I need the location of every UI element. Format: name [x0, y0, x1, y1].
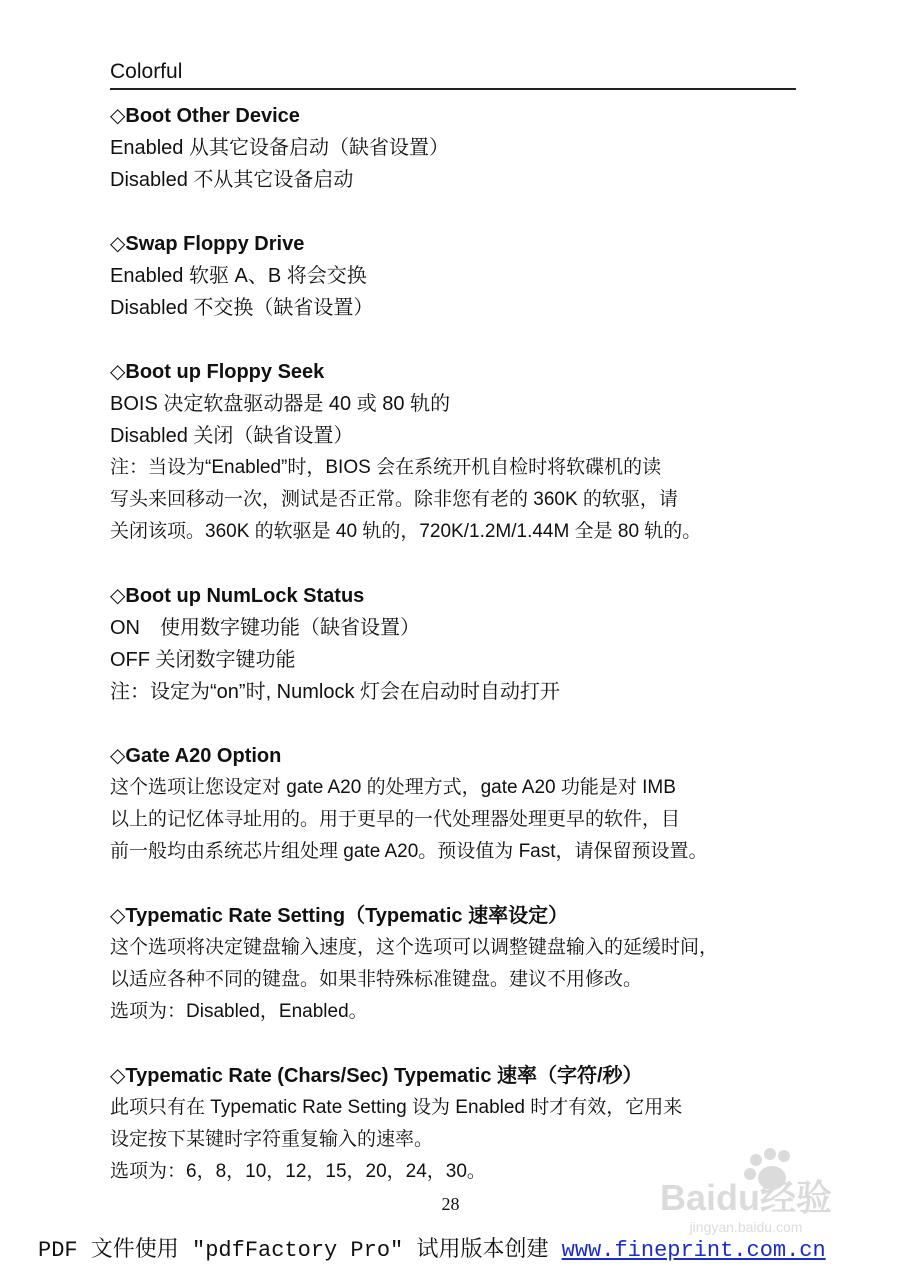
section-typematic-rate-setting	[110, 900, 796, 1028]
section-line: 前一般均由系统芯片组处理 gate A20。预设值为 Fast，请保留预设置。	[110, 841, 708, 862]
diamond-icon: ◇	[110, 585, 126, 607]
section-heading: ◇Boot up Floppy Seek	[110, 361, 325, 383]
section-boot-up-numlock-status	[110, 580, 796, 708]
section-line: BOIS 决定软盘驱动器是 40 或 80 轨的	[110, 393, 451, 415]
watermark-brand: Baidu经验	[659, 1177, 833, 1218]
section-line: 这个选项让您设定对 gate A20 的处理方式，gate A20 功能是对 IMB	[110, 777, 676, 798]
section-line: ON 使用数字键功能（缺省设置）	[110, 617, 420, 639]
section-line: Disabled 关闭（缺省设置）	[110, 425, 354, 447]
fineprint-link[interactable]: www.fineprint.com.cn	[561, 1238, 826, 1263]
section-line: 选项为：6，8，10，12，15，20，24，30。	[110, 1161, 486, 1182]
section-line: 此项只有在 Typematic Rate Setting 设为 Enabled 时才有效，它用来	[110, 1097, 683, 1118]
section-line: 以适应各种不同的键盘。如果非特殊标准键盘。建议不用修改。	[110, 969, 643, 990]
section-boot-other-device	[110, 100, 796, 196]
diamond-icon: ◇	[110, 105, 126, 127]
diamond-icon: ◇	[110, 905, 126, 927]
section-heading: ◇Boot up NumLock Status	[110, 585, 365, 607]
section-heading: ◇Typematic Rate Setting（Typematic 速率设定）	[110, 905, 569, 927]
watermark-url: jingyan.baidu.com	[689, 1219, 803, 1235]
section-boot-up-floppy-seek	[110, 356, 796, 548]
section-line: 关闭该项。360K 的软驱是 40 轨的，720K/1.2M/1.44M 全是 80 轨的。	[110, 521, 702, 542]
section-line: Disabled 不交换（缺省设置）	[110, 297, 374, 319]
section-line: Enabled 从其它设备启动（缺省设置）	[110, 137, 449, 159]
section-line: 注：设定为“on”时, Numlock 灯会在启动时自动打开	[110, 681, 561, 703]
header-title: Colorful	[110, 60, 183, 83]
section-line: 设定按下某键时字符重复输入的速率。	[110, 1129, 434, 1150]
diamond-icon: ◇	[110, 745, 126, 767]
diamond-icon: ◇	[110, 233, 126, 255]
diamond-icon: ◇	[110, 1065, 126, 1087]
diamond-icon: ◇	[110, 361, 126, 383]
page-header	[110, 58, 796, 90]
section-line: OFF 关闭数字键功能	[110, 649, 296, 671]
section-swap-floppy-drive	[110, 228, 796, 324]
pdf-footer	[38, 1232, 826, 1263]
section-heading: ◇Swap Floppy Drive	[110, 233, 305, 255]
document-body	[110, 100, 796, 1220]
section-line: 注：当设为“Enabled”时，BIOS 会在系统开机自检时将软碟机的读	[110, 457, 662, 478]
section-line: 写头来回移动一次，测试是否正常。除非您有老的 360K 的软驱，请	[110, 489, 678, 510]
section-heading: ◇Gate A20 Option	[110, 745, 282, 767]
section-heading: ◇Typematic Rate (Chars/Sec) Typematic 速率（字符/秒）	[110, 1065, 643, 1087]
footer-text: PDF 文件使用 "pdfFactory Pro" 试用版本创建	[38, 1238, 562, 1263]
page-number: 28	[441, 1194, 460, 1214]
section-heading: ◇Boot Other Device	[110, 105, 300, 127]
section-line: Enabled 软驱 A、B 将会交换	[110, 265, 367, 287]
section-line: 以上的记忆体寻址用的。用于更早的一代处理器处理更早的软件，目	[110, 809, 681, 830]
section-line: 选项为：Disabled，Enabled。	[110, 1001, 368, 1022]
section-line: 这个选项将决定键盘输入速度，这个选项可以调整键盘输入的延缓时间，	[110, 937, 719, 958]
baidu-jingyan-watermark	[646, 1148, 846, 1238]
section-gate-a20-option	[110, 740, 796, 868]
section-line: Disabled 不从其它设备启动	[110, 169, 354, 191]
